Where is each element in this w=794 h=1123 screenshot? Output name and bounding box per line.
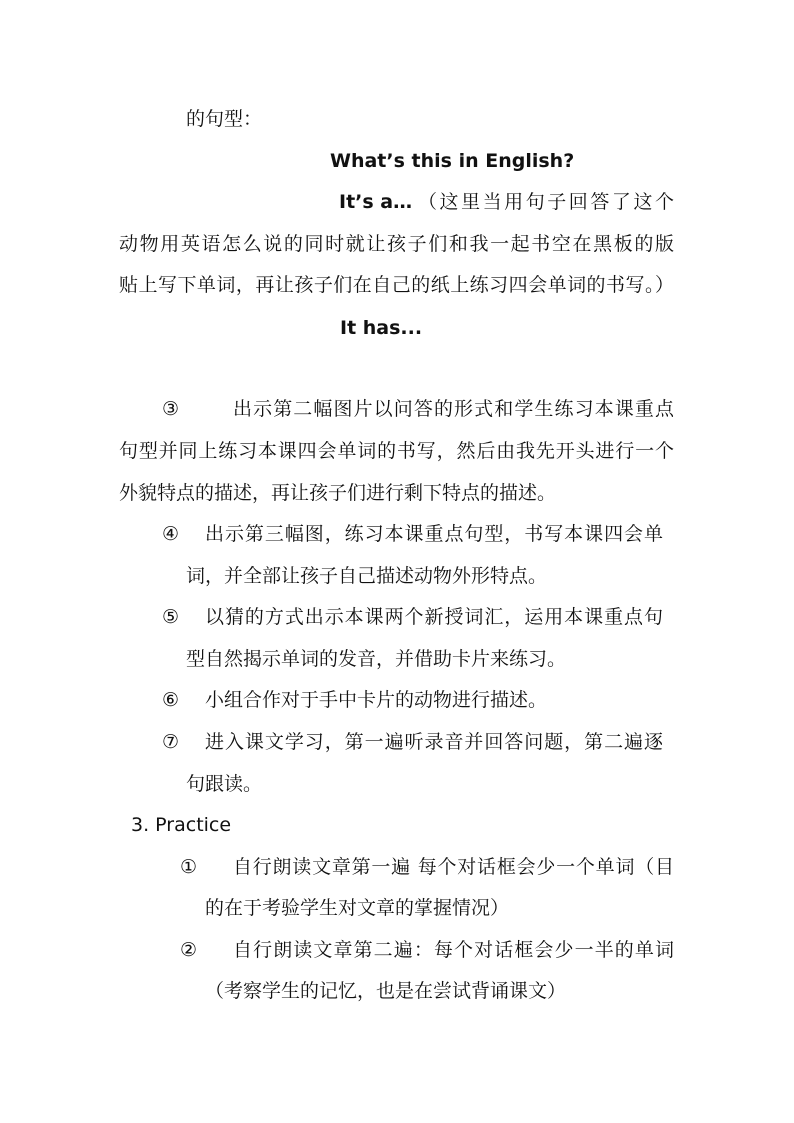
step-5-line-2: 型自然揭示单词的发音，并借助卡片来练习。 [186, 648, 567, 670]
step-4-line-2: 词，并全部让孩子自己描述动物外形特点。 [186, 565, 548, 587]
step-marker-5: ⑤ [162, 606, 180, 628]
practice-2-line-1: 自行朗读文章第二遍：每个对话框会少一半的单词 [233, 939, 674, 961]
answer-sentence: It’s a… [339, 191, 413, 213]
practice-marker-1: ① [180, 856, 198, 878]
step-marker-3: ③ [162, 398, 180, 420]
step-3-line-1: 出示第二幅图片以问答的形式和学生练习本课重点 [233, 398, 674, 420]
step-7-line-2: 句跟读。 [186, 773, 263, 795]
practice-heading: 3. Practice [131, 814, 232, 836]
step-4-line-1: 出示第三幅图，练习本课重点句型，书写本课四会单 [205, 523, 663, 545]
step-marker-6: ⑥ [162, 689, 180, 711]
intro-text: 的句型： [186, 108, 263, 130]
answer-note-line-1: （这里当用句子回答了这个 [418, 191, 674, 213]
step-marker-4: ④ [162, 523, 180, 545]
step-marker-7: ⑦ [162, 731, 180, 753]
has-sentence: It has... [340, 317, 423, 339]
question-sentence: What’s this in English? [330, 150, 575, 172]
practice-1-line-2: 的在于考验学生对文章的掌握情况） [205, 897, 510, 919]
step-5-line-1: 以猜的方式出示本课两个新授词汇，运用本课重点句 [205, 606, 663, 628]
practice-marker-2: ② [180, 939, 198, 961]
practice-2-line-2: （考察学生的记忆，也是在尝试背诵课文） [205, 980, 567, 1002]
step-6-line-1: 小组合作对于手中卡片的动物进行描述。 [205, 689, 548, 711]
step-7-line-1: 进入课文学习，第一遍听录音并回答问题，第二遍逐 [205, 731, 663, 753]
answer-note-line-3: 贴上写下单词，再让孩子们在自己的纸上练习四会单词的书写。） [119, 274, 674, 296]
step-3-line-3: 外貌特点的描述，再让孩子们进行剩下特点的描述。 [119, 482, 557, 504]
practice-1-line-1: 自行朗读文章第一遍 每个对话框会少一个单词（目 [233, 856, 674, 878]
answer-note-line-2: 动物用英语怎么说的同时就让孩子们和我一起书空在黑板的版 [119, 233, 674, 255]
step-3-line-2: 句型并同上练习本课四会单词的书写，然后由我先开头进行一个 [119, 440, 674, 462]
